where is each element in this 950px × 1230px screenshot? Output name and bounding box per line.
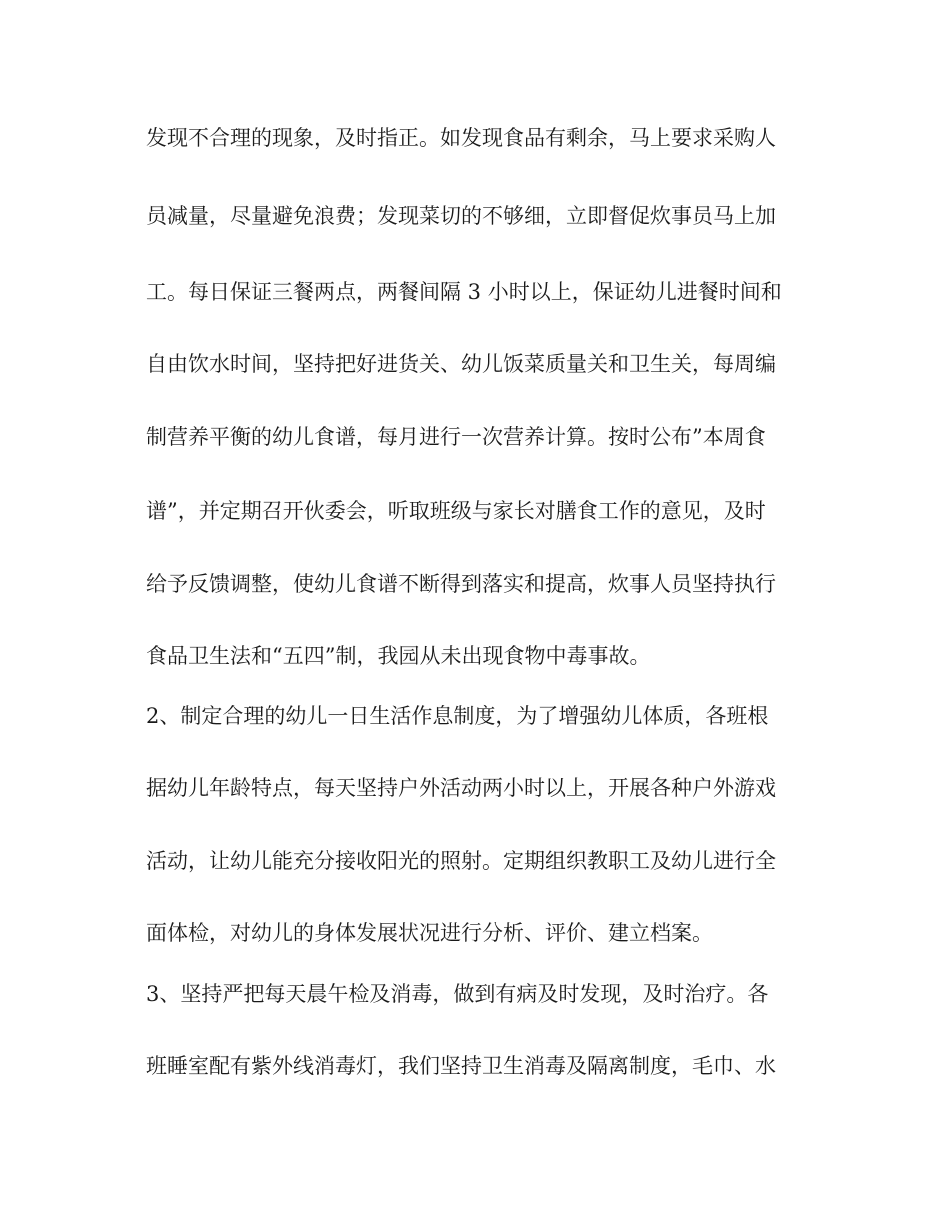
text-line: 制营养平衡的幼儿食谱，每月进行一次营养计算。按时公布”本周食 (146, 425, 766, 449)
text-line: 活动，让幼儿能充分接收阳光的照射。定期组织教职工及幼儿进行全 (146, 849, 776, 873)
text-line: 面体检，对幼儿的身体发展状况进行分析、评价、建立档案。 (146, 921, 713, 945)
text-line: 2、制定合理的幼儿一日生活作息制度，为了增强幼儿体质，各班根 (146, 704, 769, 728)
text-line: 工。每日保证三餐两点，两餐间隔 3 小时以上，保证幼儿进餐时间和 (146, 280, 782, 304)
text-line: 给予反馈调整，使幼儿食谱不断得到落实和提高，炊事人员坚持执行 (146, 572, 776, 596)
text-line: 发现不合理的现象，及时指正。如发现食品有剩余，马上要求采购人 (146, 126, 776, 150)
text-line: 谱”，并定期召开伙委会，听取班级与家长对膳食工作的意见，及时 (146, 499, 766, 523)
text-line: 3、坚持严把每天晨午检及消毒，做到有病及时发现，及时治疗。各 (146, 982, 769, 1006)
text-line: 自由饮水时间，坚持把好进货关、幼儿饭菜质量关和卫生关，每周编 (146, 352, 776, 376)
text-line: 据幼儿年龄特点，每天坚持户外活动两小时以上，开展各种户外游戏 (146, 776, 776, 800)
text-line: 班睡室配有紫外线消毒灯，我们坚持卫生消毒及隔离制度，毛巾、水 (146, 1054, 776, 1078)
text-line: 食品卫生法和“五四”制，我园从未出现食物中毒事故。 (146, 644, 651, 668)
text-line: 员减量，尽量避免浪费；发现菜切的不够细，立即督促炊事员马上加 (146, 204, 776, 228)
